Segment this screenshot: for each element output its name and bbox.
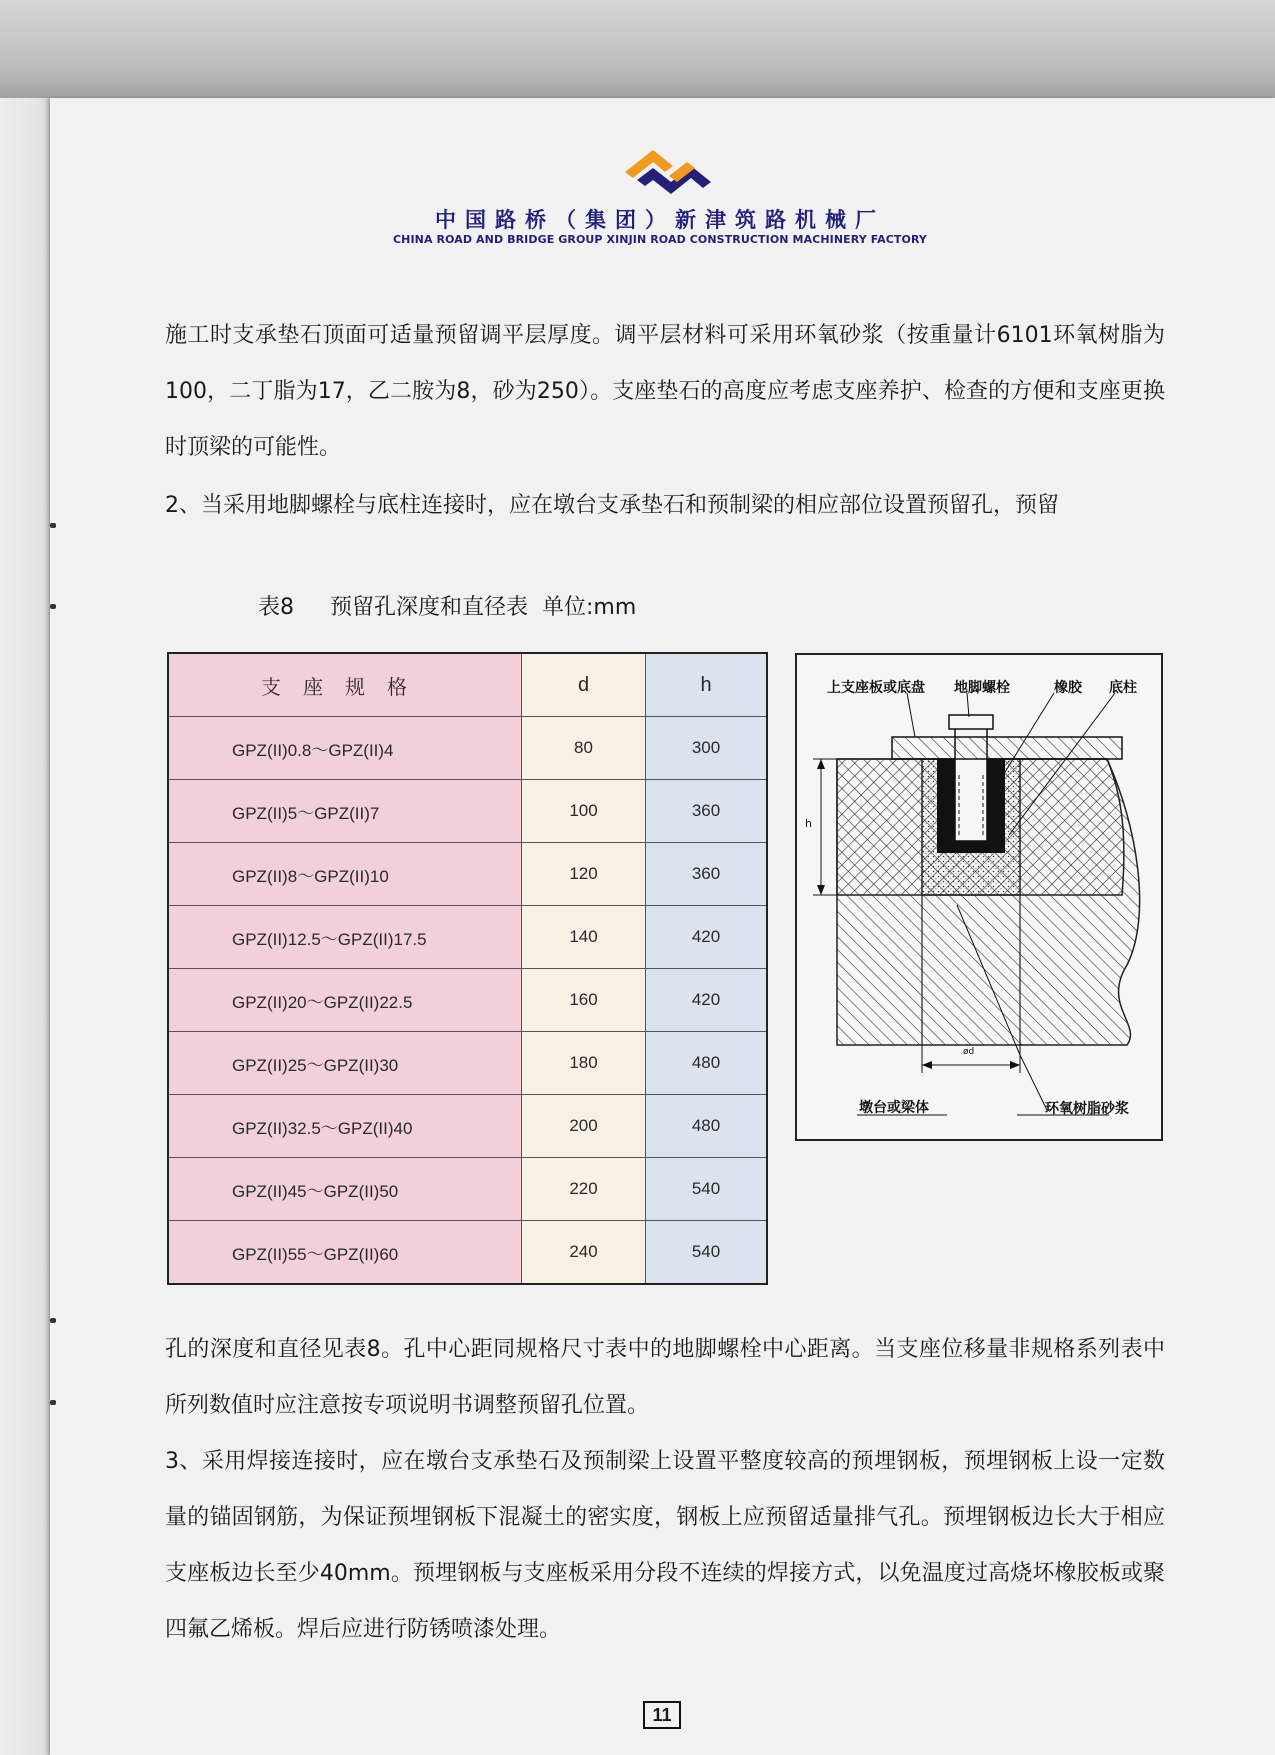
paragraph-4: 3、采用焊接连接时，应在墩台支承垫石及预制梁上设置平整度较高的预埋钢板，预埋钢板上设一定数量的锚固钢筋，为保证预埋钢板下混凝土的密实度，钢板上应预留适量排气孔。预埋钢板边长大于相应支座板边长至少40mm。预埋钢板与支座板采用分段不连续的焊接方式，以免温度过高烧坏橡胶板或聚四氟乙烯板。焊后应进行防锈喷漆处理。 — [165, 1449, 1165, 1642]
header-h: h — [646, 653, 768, 717]
cell-spec: GPZ(II)20～GPZ(II)22.5 — [168, 969, 522, 1032]
table-row — [168, 1221, 767, 1285]
table-row — [168, 1032, 767, 1095]
table-row — [168, 906, 767, 969]
cell-h: 420 — [646, 906, 768, 969]
cell-spec: GPZ(II)5～GPZ(II)7 — [168, 780, 522, 843]
scan-background — [0, 0, 1275, 100]
table-row — [168, 1158, 767, 1221]
label-pier-or-beam: 墩台或梁体 — [859, 1100, 929, 1116]
section-drawing-icon — [797, 655, 1161, 1139]
label-top-plate: 上支座板或底盘 — [827, 680, 925, 696]
paragraph-3: 孔的深度和直径见表8。孔中心距同规格尺寸表中的地脚螺栓中心距离。当支座位移量非规格系列表中所列数值时应注意按专项说明书调整预留孔位置。 — [165, 1337, 1165, 1418]
table-row — [168, 969, 767, 1032]
cell-d: 120 — [522, 843, 646, 906]
cell-h: 300 — [646, 717, 768, 780]
cell-d: 180 — [522, 1032, 646, 1095]
cell-h: 360 — [646, 843, 768, 906]
cell-d: 100 — [522, 780, 646, 843]
cell-h: 540 — [646, 1221, 768, 1285]
paragraph-2: 2、当采用地脚螺栓与底柱连接时，应在墩台支承垫石和预制梁的相应部位设置预留孔，预留 — [165, 493, 1060, 518]
company-name-cn: 中国路桥（集团）新津筑路机械厂 — [435, 208, 885, 232]
cell-d: 220 — [522, 1158, 646, 1221]
table-title: 预留孔深度和直径表 — [330, 595, 529, 620]
table-row — [168, 843, 767, 906]
cell-h: 480 — [646, 1095, 768, 1158]
label-rubber: 橡胶 — [1054, 680, 1082, 696]
label-base-column: 底柱 — [1109, 680, 1137, 696]
cell-d: 160 — [522, 969, 646, 1032]
left-page-edge — [0, 98, 50, 1755]
label-dimension-d: ød — [963, 1047, 975, 1057]
cell-d: 80 — [522, 717, 646, 780]
cell-h: 360 — [646, 780, 768, 843]
cell-spec: GPZ(II)0.8～GPZ(II)4 — [168, 717, 522, 780]
binding-hole — [50, 1318, 56, 1323]
table-number: 表8 — [258, 595, 294, 620]
page-number: 11 — [643, 1701, 681, 1729]
label-anchor-bolt: 地脚螺栓 — [954, 680, 1010, 696]
table-unit: 单位:mm — [542, 595, 637, 620]
cell-d: 240 — [522, 1221, 646, 1285]
company-logo-icon — [625, 150, 711, 200]
cell-d: 200 — [522, 1095, 646, 1158]
table-row — [168, 717, 767, 780]
table-row — [168, 1095, 767, 1158]
paragraph-1: 施工时支承垫石顶面可适量预留调平层厚度。调平层材料可采用环氧砂浆（按重量计6101环氧树脂为100，二丁脂为17，乙二胺为8，砂为250）。支座垫石的高度应考虑支座养护、检查的方便和支座更换时顶梁的可能性。 — [165, 323, 1165, 460]
header-d: d — [522, 653, 646, 717]
binding-hole — [50, 523, 56, 528]
label-dimension-h: h — [805, 817, 812, 830]
table-row — [168, 780, 767, 843]
cell-spec: GPZ(II)25～GPZ(II)30 — [168, 1032, 522, 1095]
hole-size-table — [167, 652, 768, 1285]
header-spec: 支座规格 — [168, 653, 522, 717]
cell-spec: GPZ(II)8～GPZ(II)10 — [168, 843, 522, 906]
cell-spec: GPZ(II)45～GPZ(II)50 — [168, 1158, 522, 1221]
table-header-row — [168, 653, 767, 717]
company-name-en: CHINA ROAD AND BRIDGE GROUP XINJIN ROAD CONSTRUCTION MACHINERY FACTORY — [393, 233, 927, 246]
cell-h: 420 — [646, 969, 768, 1032]
cell-h: 540 — [646, 1158, 768, 1221]
cell-d: 140 — [522, 906, 646, 969]
cell-spec: GPZ(II)32.5～GPZ(II)40 — [168, 1095, 522, 1158]
binding-hole — [50, 604, 56, 609]
table-caption — [258, 588, 672, 628]
cell-spec: GPZ(II)55～GPZ(II)60 — [168, 1221, 522, 1285]
cell-h: 480 — [646, 1032, 768, 1095]
cell-spec: GPZ(II)12.5～GPZ(II)17.5 — [168, 906, 522, 969]
label-epoxy-mortar: 环氧树脂砂浆 — [1045, 1101, 1129, 1117]
binding-hole — [50, 1400, 56, 1405]
anchor-bolt-diagram — [795, 653, 1163, 1141]
